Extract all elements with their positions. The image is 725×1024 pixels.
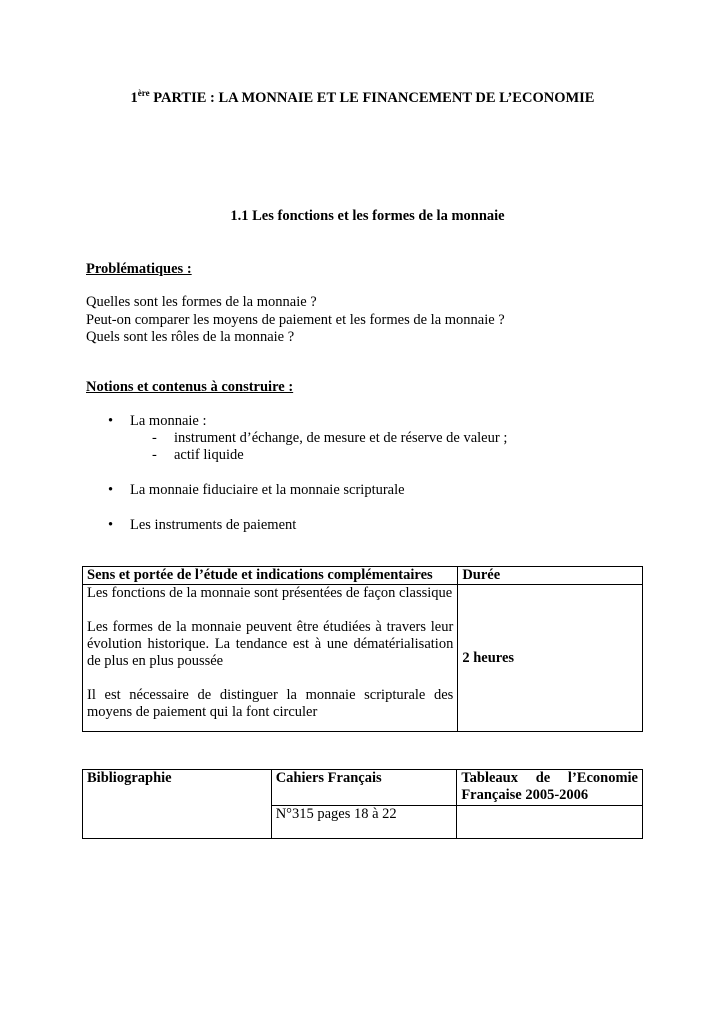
paragraph: Il est nécessaire de distinguer la monnaie scripturale des moyens de paiement qui la font circuler [87, 687, 454, 720]
bibliography-label: Bibliographie [83, 770, 272, 839]
paragraph: Les fonctions de la monnaie sont présentées de façon classique [87, 585, 453, 601]
list-item [108, 413, 507, 464]
list-item [108, 482, 507, 499]
bullet-icon: • [108, 413, 114, 429]
empty-cell [457, 806, 643, 839]
title-number: 1 [130, 90, 138, 106]
bibliography-table [82, 769, 643, 839]
question-item: Quels sont les rôles de la monnaie ? [86, 329, 295, 345]
table-cell-duree: 2 heures [458, 585, 643, 732]
tableaux-economie-cell [457, 770, 643, 806]
sub-item-label: instrument d’échange, de mesure et de réserve de valeur ; [174, 430, 508, 446]
study-table [82, 566, 643, 732]
paragraph: Les formes de la monnaie peuvent être étudiées à travers leur évolution historique. La tendance est à une dématérialisation de plus en plus poussée [87, 619, 454, 669]
tableaux-line-1: Tableaux de l’Economie [461, 770, 638, 786]
sub-list [130, 430, 507, 464]
title-text: PARTIE : LA MONNAIE ET LE FINANCEMENT DE L’ECONOMIE [149, 90, 595, 106]
problematiques-heading: Problématiques : [86, 261, 192, 277]
questions-list [86, 294, 505, 347]
cahiers-francais-cell: Cahiers Français [271, 770, 457, 806]
question-item: Peut-on comparer les moyens de paiement et les formes de la monnaie ? [86, 311, 505, 328]
table-cell-description [83, 585, 458, 732]
dash-icon: - [152, 430, 157, 446]
notions-heading: Notions et contenus à construire : [86, 379, 294, 395]
table-header-row [83, 567, 643, 585]
dash-icon: - [152, 447, 157, 463]
list-item-label: Les instruments de paiement [130, 517, 297, 533]
sub-list-item [152, 430, 507, 447]
table-header-duree: Durée [458, 567, 643, 585]
table-header-sens: Sens et portée de l’étude et indications complémentaires [83, 567, 458, 585]
title-superscript: ère [137, 88, 150, 98]
sub-item-label: actif liquide [174, 447, 244, 463]
bullet-icon: • [108, 517, 114, 533]
notions-list [108, 413, 507, 534]
table-row [83, 770, 643, 806]
list-item-label: La monnaie : [130, 413, 207, 429]
question-item: Quelles sont les formes de la monnaie ? [86, 294, 317, 310]
list-item [108, 517, 507, 534]
table-row [83, 585, 643, 732]
tableaux-line-2: Française 2005-2006 [461, 787, 589, 803]
list-item-label: La monnaie fiduciaire et la monnaie scripturale [130, 482, 405, 498]
sub-list-item [152, 447, 507, 464]
bullet-icon: • [108, 482, 114, 498]
reference-cell: N°315 pages 18 à 22 [271, 806, 457, 839]
section-title: 1.1 Les fonctions et les formes de la monnaie [230, 208, 505, 224]
document-title [0, 88, 725, 107]
